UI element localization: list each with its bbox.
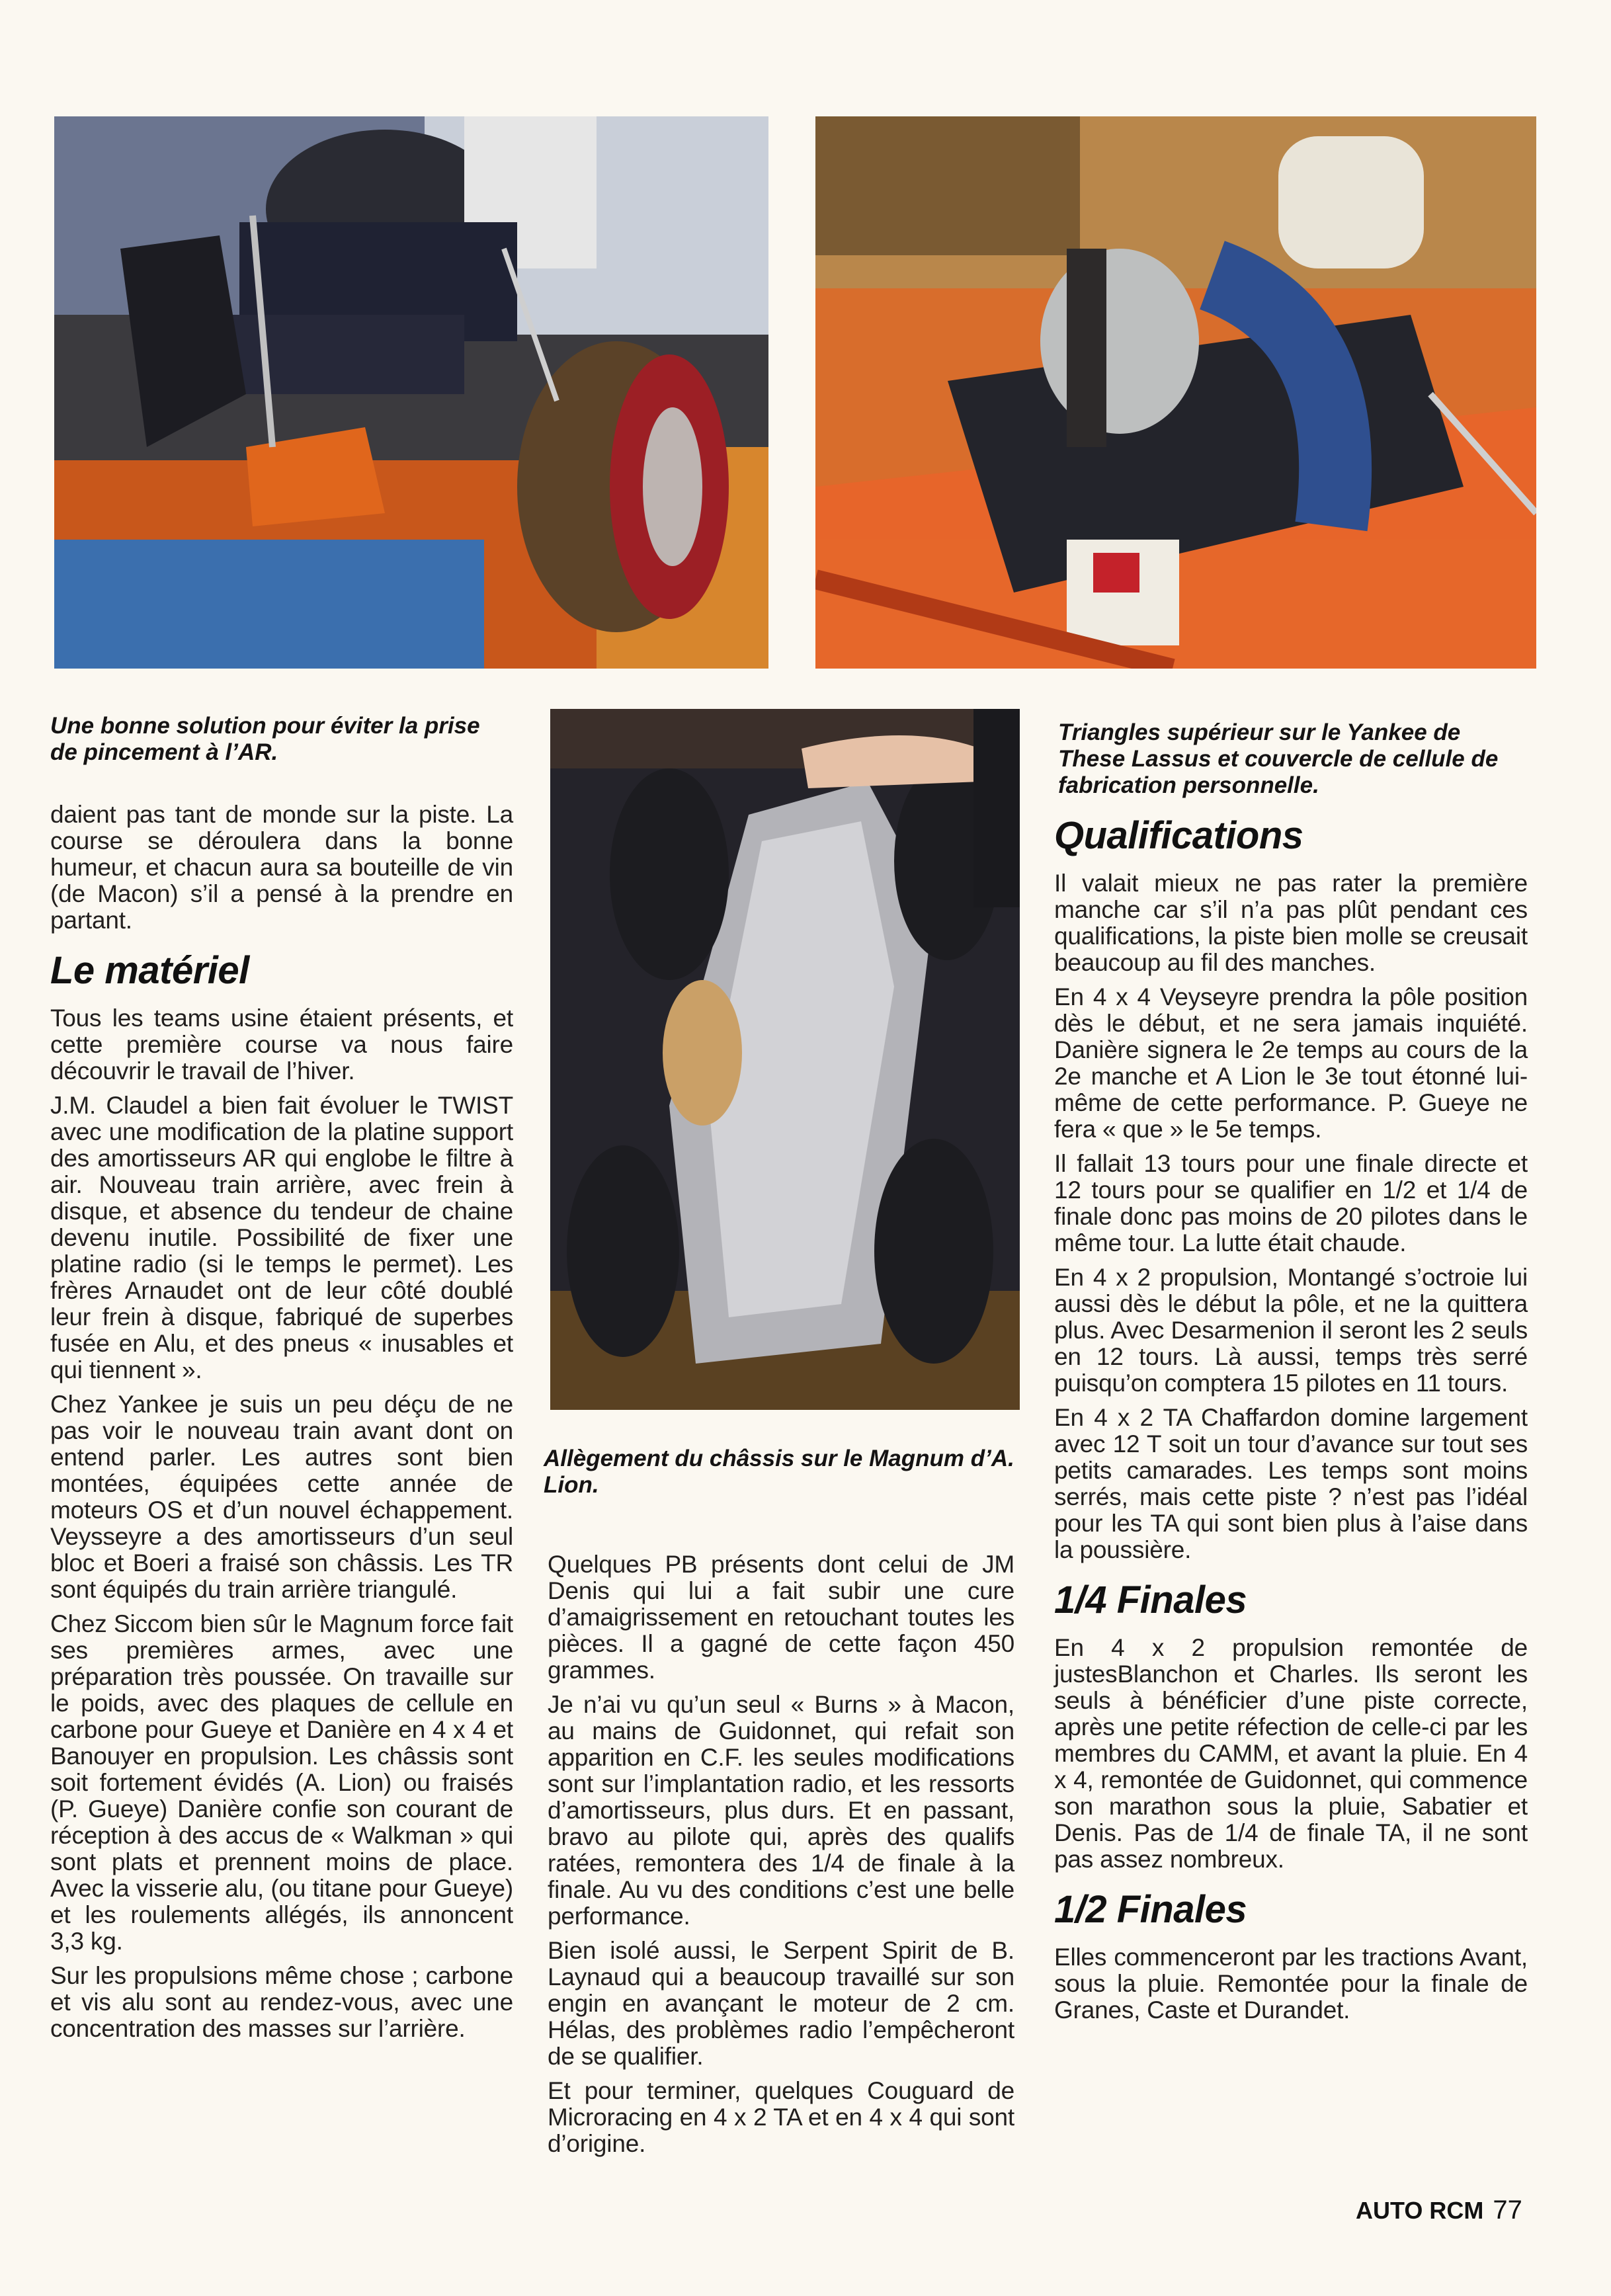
page-number: 77	[1493, 2195, 1522, 2225]
heading-semi-finals: 1/2 Finales	[1054, 1888, 1247, 1931]
magazine-name: AUTO RCM	[1356, 2197, 1484, 2224]
photo-rear-wheel-image	[54, 116, 768, 669]
col3-paragraph-1: Il valait mieux ne pas rater la première manche car s’il n’a pas plût pendant ces qualifications, la piste bien molle se creusait beaucoup au fil des manches.	[1054, 870, 1528, 976]
col3-paragraph-3: Il fallait 13 tours pour une finale directe et 12 tours pour se qualifier en 1/2 et 1/4 de finale donc pas moins de 20 pilotes dans le même tour. La lutte était chaude.	[1054, 1150, 1528, 1256]
col2-paragraph-1: Quelques PB présents dont celui de JM Denis qui lui a fait subir une cure d’amaigrissement en retouchant toutes les pièces. Il a gagné de cette façon 450 grammes.	[548, 1551, 1014, 1684]
col1-paragraph-2: J.M. Claudel a bien fait évoluer le TWIST avec une modification de la platine support des amortisseurs AR qui englobe le filtre à air. Nouveau train arrière, avec frein à disque, et absence du tendeur de chaine devenu inutile. Possibilité de fixer une platine radio (si le temps le permet). Les frères Arnaudet ont de leur côté doublé leur frein à disque, fabriqué de superbes fusée en Alu, et des pneus « inusables et qui tiennent ».	[50, 1092, 513, 1383]
col3-paragraph-4: En 4 x 2 propulsion, Montangé s’octroie lui aussi dès le début la pôle, et ne la quittera plus. Avec Desarmenion il seront les 2 seuls en 12 tours. Là aussi, temps très serré puisqu’on comptera 15 pilotes en 11 tours.	[1054, 1264, 1528, 1397]
col2-paragraph-3: Bien isolé aussi, le Serpent Spirit de B. Laynaud qui a beaucoup travaillé sur son engin en avançant le moteur de 2 cm. Hélas, des problèmes radio l’empêcheront de se qualifier.	[548, 1937, 1014, 2070]
col3-paragraph-5: En 4 x 2 TA Chaffardon domine largement avec 12 T soit un tour d’avance sur tout ses petits camarades. Les temps sont moins serrés, mais cette piste ? n’est pas l’idéal pour les TA qui sont bien plus à l’aise dans la poussière.	[1054, 1404, 1528, 1563]
photo-yankee-engine	[815, 116, 1536, 669]
column-3	[1054, 815, 1528, 2031]
photo-magnum-chassis-image	[550, 709, 1020, 1410]
heading-le-materiel: Le matériel	[50, 949, 249, 992]
caption-photo-3: Allègement du châssis sur le Magnum d’A. Lion.	[544, 1446, 1014, 1498]
page-footer	[1356, 2195, 1522, 2225]
col2-paragraph-4: Et pour terminer, quelques Couguard de Microracing en 4 x 2 TA et en 4 x 4 qui sont d’origine.	[548, 2077, 1014, 2157]
caption-photo-1: Une bonne solution pour éviter la prise de pincement à l’AR.	[50, 713, 480, 765]
col3-paragraph-7: Elles commenceront par les tractions Avant, sous la pluie. Remontée pour la finale de Granes, Caste et Durandet.	[1054, 1944, 1528, 2024]
photo-magnum-chassis	[550, 709, 1020, 1410]
column-2	[548, 1551, 1014, 2165]
col3-paragraph-2: En 4 x 4 Veyseyre prendra la pôle position dès le début, et ne sera jamais inquiété. Danière signera le 2e temps au cours de la 2e manche et A Lion le 3e tout étonné lui-même de cette performance. P. Gueye ne fera « que » le 5e temps.	[1054, 983, 1528, 1143]
heading-qualifications: Qualifications	[1054, 814, 1303, 857]
heading-quarter-finals: 1/4 Finales	[1054, 1578, 1247, 1621]
photo-yankee-engine-image	[815, 116, 1536, 669]
col1-paragraph-5: Sur les propulsions même chose ; carbone et vis alu sont au rendez-vous, avec une concentration des masses sur l’arrière.	[50, 1962, 513, 2042]
col3-paragraph-6: En 4 x 2 propulsion remontée de justesBlanchon et Charles. Ils seront les seuls à bénéficier d’une piste correcte, après une petite réfection de celle-ci par les membres du CAMM, et avant la pluie. En 4 x 4, remontée de Guidonnet, qui commence son marathon sous la pluie, Sabatier et Denis. Pas de 1/4 de finale TA, il ne sont pas assez nombreux.	[1054, 1634, 1528, 1873]
col1-paragraph-1: Tous les teams usine étaient présents, et cette première course va nous faire découvrir le travail de l’hiver.	[50, 1004, 513, 1085]
col1-paragraph-4: Chez Siccom bien sûr le Magnum force fait ses premières armes, avec une préparation très poussée. On travaille sur le poids, avec des plaques de cellule en carbone pour Gueye et Danière en 4 x 4 et Banouyer en propulsion. Les châssis sont soit fortement évidés (A. Lion) ou fraisés (P. Gueye) Danière confie son courant de réception à des accus de « Walkman » qui sont plats et prennent moins de place. Avec la visserie alu, (ou titane pour Gueye) et les roulements allégés, ils annoncent 3,3 kg.	[50, 1610, 513, 1955]
column-1	[50, 801, 513, 2050]
col1-intro: daient pas tant de monde sur la piste. La course se déroulera dans la bonne humeur, et chacun aura sa bouteille de vin (de Macon) s’il a pensé à la prendre en partant.	[50, 801, 513, 934]
col1-paragraph-3: Chez Yankee je suis un peu déçu de ne pas voir le nouveau train avant dont on entend parler. Les autres sont bien montées, équipées cette année de moteurs OS et d’un nouvel échappement. Veysseyre a des amortisseurs d’un seul bloc et Boeri a fraisé son châssis. Les TR sont équipés du train arrière triangulé.	[50, 1391, 513, 1603]
col2-paragraph-2: Je n’ai vu qu’un seul « Burns » à Macon, au mains de Guidonnet, qui refait son apparition en C.F. les seules modifications sont sur l’implantation radio, et les ressorts d’amortisseurs, plus durs. Et en passant, bravo au pilote qui, après des qualifs ratées, remontera des 1/4 de finale à la finale. Au vu des conditions c’est une belle performance.	[548, 1691, 1014, 1930]
photo-rear-wheel	[54, 116, 768, 669]
caption-photo-2: Triangles supérieur sur le Yankee de These Lassus et couvercle de cellule de fabrication personnelle.	[1058, 719, 1499, 798]
